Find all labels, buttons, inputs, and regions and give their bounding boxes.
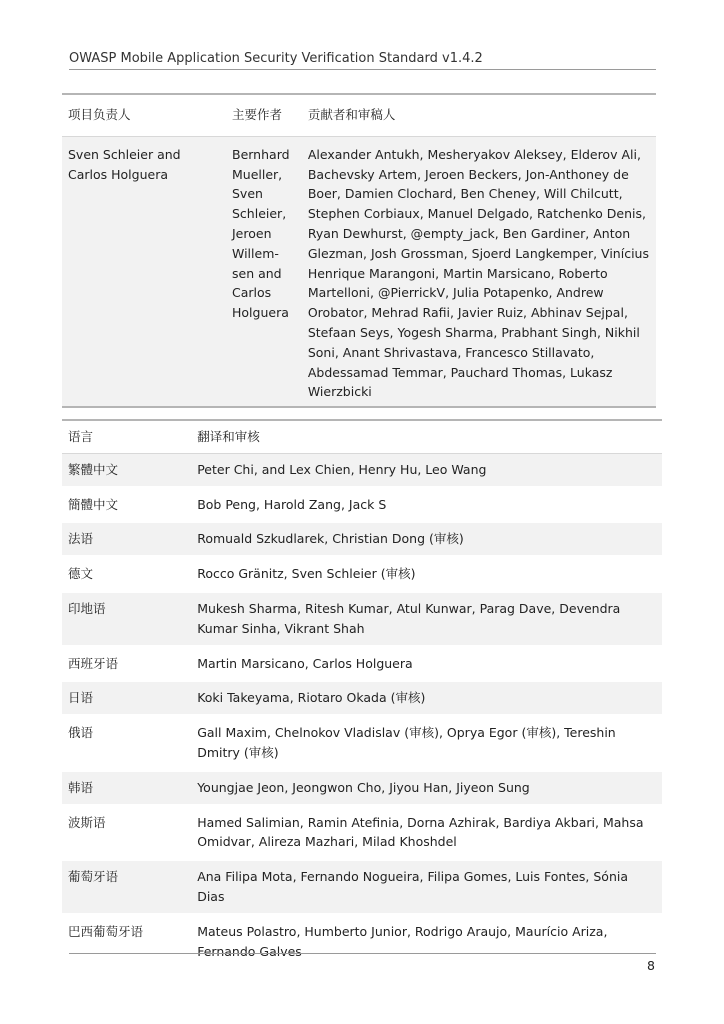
column-header-language: 语言 [68,429,94,444]
language-cell: 日语 [62,681,191,716]
translators-cell: Hamed Salimian, Ramin Atefinia, Dorna Azhirak, Bardiya Akbari, Mahsa Omidvar, Alireza Mazhari, Milad Khoshdel [191,805,662,860]
translators-cell: Rocco Gränitz, Sven Schleier (审核) [191,557,662,592]
column-header-authors: 主要作者 [232,107,283,122]
translators-cell: Youngjae Jeon, Jeongwon Cho, Jiyou Han, Jiyeon Sung [191,770,662,805]
translators-cell: Peter Chi, and Lex Chien, Henry Hu, Leo Wang [191,453,662,487]
language-cell: 法语 [62,522,191,557]
table-row [62,860,662,915]
translators-cell: Koki Takeyama, Riotaro Okada (审核) [191,681,662,716]
translators-cell: Martin Marsicano, Carlos Holguera [191,646,662,681]
language-cell: 葡萄牙语 [62,860,191,915]
lead-authors: Bernhard Mueller, Sven Schleier, Jeroen Willem-sen and Carlos Holguera [232,146,290,321]
table-row [62,681,662,716]
translators-cell: Ana Filipa Mota, Fernando Nogueira, Filipa Gomes, Luis Fontes, Sónia Dias [191,860,662,915]
language-cell: 簡體中文 [62,487,191,522]
language-cell: 波斯语 [62,805,191,860]
language-cell: 俄语 [62,716,191,771]
column-header-leads: 项目负责人 [68,107,131,122]
language-cell: 西班牙语 [62,646,191,681]
language-cell: 繁體中文 [62,453,191,487]
table-row [62,136,656,407]
table-row [62,646,662,681]
table-row [62,770,662,805]
authors-table-header [62,94,656,136]
table-row [62,805,662,860]
table-row [62,522,662,557]
table-row [62,914,662,969]
translators-cell: Romuald Szkudlarek, Christian Dong (审核) [191,522,662,557]
language-cell: 巴西葡萄牙语 [62,914,191,969]
language-cell: 德文 [62,557,191,592]
language-cell: 韩语 [62,770,191,805]
translations-table-header [62,420,662,453]
page-number: 8 [647,958,655,973]
table-row [62,453,662,487]
footer-divider [69,953,656,954]
translators-cell: Mateus Polastro, Humberto Junior, Rodrigo Araujo, Maurício Ariza, Fernando Galves [191,914,662,969]
project-leads: Sven Schleier and Carlos Holguera [68,146,181,182]
authors-table [62,93,656,408]
translations-table [62,419,662,970]
table-row [62,487,662,522]
contributors-reviewers: Alexander Antukh, Mesheryakov Aleksey, Elderov Ali, Bachevsky Artem, Jeroen Beckers, Jon-Anthoney de Boer, Damien Clochard, Ben Cheney, Will Chilcutt, Stephen Corbiaux, Manuel Delgado, Ratchenko Denis, Ryan Dewhurst, @empty_jack, Ben Gardiner, Anton Glezman, Josh Grossman, Sjoerd Langkemper, Vinícius Henrique Marangoni, Martin Marsicano, Roberto Martelloni, @PierrickV, Julia Potapenko, Andrew Orobator, Mehrad Rafii, Javier Ruiz, Abhinav Sejpal, Stefaan Seys, Yogesh Sharma, Prabhant Singh, Nikhil Soni, Anant Shrivastava, Francesco Stillavato, Abdessamad Temmar, Pauchard Thomas, Lukasz Wierzbicki [307,146,649,400]
translators-cell: Gall Maxim, Chelnokov Vladislav (审核), Oprya Egor (审核), Tereshin Dmitry (审核) [191,716,662,771]
column-header-contributors: 贡献者和审稿人 [307,107,396,122]
table-row [62,557,662,592]
table-row [62,716,662,771]
table-row [62,591,662,646]
language-cell: 印地语 [62,591,191,646]
column-header-translators: 翻译和审核 [197,429,260,444]
page-header: OWASP Mobile Application Security Verification Standard v1.4.2 [69,51,656,70]
translators-cell: Bob Peng, Harold Zang, Jack S [191,487,662,522]
translators-cell: Mukesh Sharma, Ritesh Kumar, Atul Kunwar, Parag Dave, Devendra Kumar Sinha, Vikrant Shah [191,591,662,646]
